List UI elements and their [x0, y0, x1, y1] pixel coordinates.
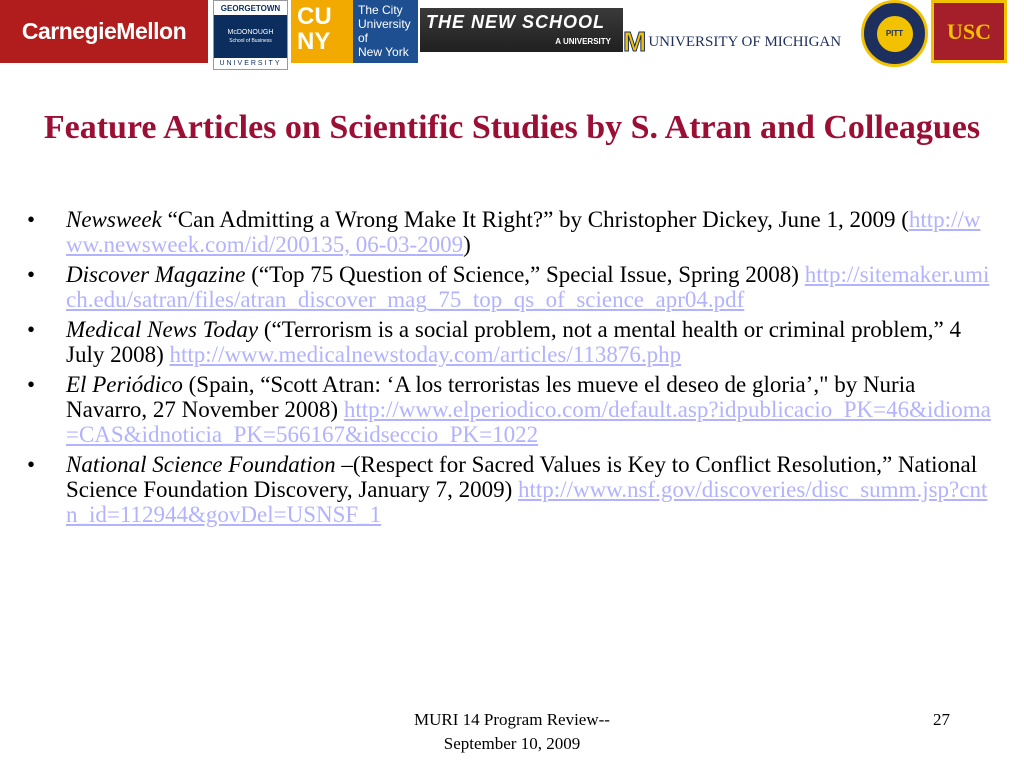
article-text-after: ) [463, 232, 471, 257]
georgetown-logo-school: School of Business [229, 38, 272, 44]
article-link[interactable]: http://www.newsweek.com/id/200135, 06-03-2009 [66, 207, 981, 257]
umich-name: UNIVERSITY OF MICHIGAN [648, 33, 842, 50]
georgetown-logo [213, 0, 288, 70]
list-item [27, 207, 992, 257]
new-school-logo [420, 8, 623, 52]
slide-title: Feature Articles on Scientific Studies by S. Atran and Colleagues [43, 109, 981, 146]
logo-banner [0, 0, 1024, 66]
cuny-line-1: The City [358, 3, 403, 17]
usc-logo [931, 0, 1007, 63]
article-source: El Periódico [66, 372, 183, 397]
cuny-line-2: University [358, 17, 411, 31]
cuny-line-4: New York [358, 45, 409, 59]
cuny-line-3: of [358, 31, 369, 45]
university-of-pittsburgh-seal [861, 0, 928, 67]
new-school-name: THE NEW SCHOOL [426, 12, 605, 32]
article-text: –(Respect for Sacred Values is Key to Conflict Resolution,” National Science Foundation Discovery, January 7, 2009) [66, 452, 978, 502]
article-text: (“Top 75 Question of Science,” Special Issue, Spring 2008) [245, 262, 805, 287]
university-of-michigan-logo [623, 24, 860, 60]
article-text: “Can Admitting a Wrong Make It Right?” by Christopher Dickey, June 1, 2009 ( [161, 207, 909, 232]
list-item [27, 262, 992, 312]
new-school-sub: A UNIVERSITY [555, 37, 611, 46]
georgetown-logo-mcdonough: McDONOUGH [227, 29, 274, 36]
page-number: 27 [933, 710, 950, 729]
list-item [27, 372, 992, 447]
footer-line-2: September 10, 2009 [443, 734, 581, 753]
cmu-logo-text: CarnegieMellon [21, 18, 187, 44]
georgetown-logo-bottom: UNIVERSITY [219, 60, 282, 67]
list-item [27, 452, 992, 527]
pitt-seal-center [875, 14, 915, 54]
cuny-mark-text: CUNY [297, 3, 332, 55]
article-link[interactable]: http://www.nsf.gov/discoveries/disc_summ.jsp?cntn_id=112944&govDel=USNSF_1 [66, 477, 988, 527]
usc-logo-text: USC [946, 18, 991, 44]
article-source: Newsweek [66, 207, 162, 232]
cuny-logo-mark [291, 0, 353, 63]
article-link[interactable]: http://www.elperiodico.com/default.asp?idpublicacio_PK=46&idioma=CAS&idnoticia_PK=566167&idseccio_PK=1022 [66, 397, 991, 447]
pitt-seal-text: PITT [885, 29, 904, 38]
article-source: Discover Magazine [66, 262, 246, 287]
footer-line-1: MURI 14 Program Review-- [414, 710, 610, 729]
article-source: National Science Foundation [66, 452, 336, 477]
article-source: Medical News Today [66, 317, 259, 342]
georgetown-logo-middle [214, 16, 287, 58]
slide-footer [380, 708, 644, 756]
article-list [27, 207, 992, 532]
article-text: (“Terrorism is a social problem, not a mental health or criminal problem,” 4 July 2008) [66, 317, 961, 367]
article-text: (Spain, “Scott Atran: ‘A los terroristas les mueve el deseo de gloria’," by Nuria Navarro, 27 November 2008) [66, 372, 916, 422]
cuny-logo-name [353, 0, 418, 63]
carnegie-mellon-logo [0, 0, 208, 63]
article-link[interactable]: http://sitemaker.umich.edu/satran/files/atran_discover_mag_75_top_qs_of_science_apr04.pdf [66, 262, 990, 312]
umich-block-m: M [623, 26, 647, 57]
georgetown-logo-top: GEORGETOWN [214, 1, 287, 16]
article-link[interactable]: http://www.medicalnewstoday.com/articles/113876.php [169, 342, 682, 367]
list-item [27, 317, 992, 367]
